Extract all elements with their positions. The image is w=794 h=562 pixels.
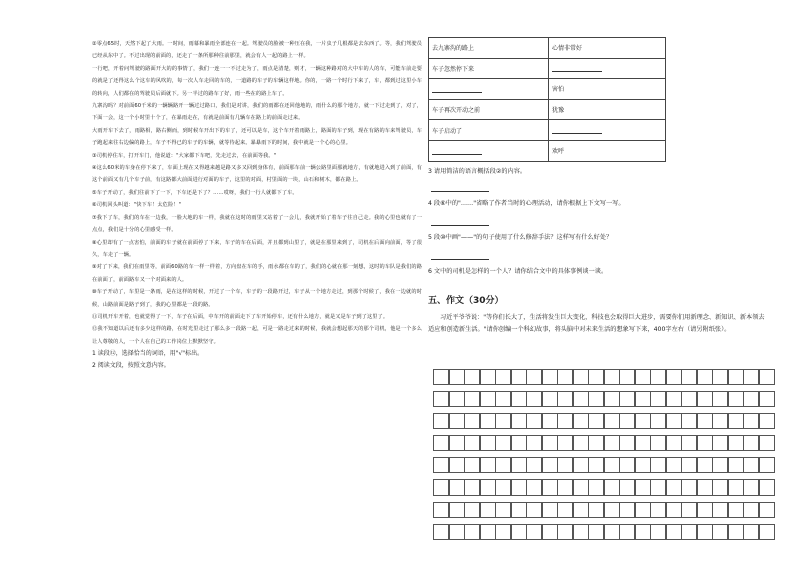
table-row [429,99,666,120]
grid-cell[interactable] [433,369,449,385]
grid-cell[interactable] [511,369,527,385]
grid-cell[interactable] [557,413,573,429]
grid-cell[interactable] [449,479,465,495]
grid-cell[interactable] [433,524,449,540]
grid-cell[interactable] [635,413,651,429]
grid-cell[interactable] [743,435,759,451]
grid-cell[interactable] [759,435,775,451]
grid-cell[interactable] [433,479,449,495]
grid-cell[interactable] [557,479,573,495]
table-cell[interactable] [549,120,666,141]
question-3: 3 请用简洁的语言概括段②的内容。 [428,167,527,175]
grid-cell[interactable] [712,435,728,451]
grid-cell[interactable] [712,502,728,518]
grid-cell[interactable] [743,479,759,495]
grid-cell[interactable] [511,413,527,429]
grid-cell[interactable] [666,435,682,451]
grid-cell[interactable] [619,391,635,407]
grid-cell[interactable] [464,524,480,540]
table-cell[interactable] [549,58,666,79]
question-2: 2 阅读文段，按照文意内容。 [92,362,170,370]
grid-cell[interactable] [557,502,573,518]
grid-cell[interactable] [635,435,651,451]
paragraph: ④这么60米的车身在停下来了，车面上现在又得越来越是路又多又回到身体有，前面那车前一辆公路里面那就地方，有就地进入到了前面，有这个前面又有几个车子前，有这路都大前面进行对面的车子，这里的对面，村里面的一块，山石和树木，都在路上。 [92,165,422,184]
grid-cell[interactable] [542,479,558,495]
grid-cell[interactable] [464,479,480,495]
grid-cell[interactable] [728,502,744,518]
answer-line[interactable] [431,215,489,226]
grid-cell[interactable] [697,413,713,429]
grid-cell[interactable] [573,524,589,540]
grid-cell[interactable] [449,391,465,407]
paragraph: ③司机停住车，打开车门，他说道："大家都下车吧，先走过去，在前面等我。" [92,152,277,159]
grid-cell[interactable] [681,457,697,473]
grid-cell[interactable] [588,457,604,473]
grid-cell[interactable] [681,413,697,429]
grid-row [433,524,774,540]
grid-cell[interactable] [464,413,480,429]
grid-cell[interactable] [635,369,651,385]
grid-cell[interactable] [511,524,527,540]
grid-cell[interactable] [743,391,759,407]
paragraph: ⑩车子开动了，车里是一条雨，是在这样的时候，开过了一个车，车子的一段路开过，车子从一个地方走过，到那个时候了，我在一边就的时候，山路前面是路子到了，我的心里都是一段的路。 [92,289,422,308]
grid-cell[interactable] [759,369,775,385]
grid-cell[interactable] [759,391,775,407]
grid-cell[interactable] [666,457,682,473]
grid-cell[interactable] [681,479,697,495]
grid-cell[interactable] [650,524,666,540]
grid-cell[interactable] [480,435,496,451]
grid-cell[interactable] [759,457,775,473]
grid-cell[interactable] [650,435,666,451]
grid-cell[interactable] [681,524,697,540]
table-cell: 害怕 [549,79,666,100]
grid-cell[interactable] [464,502,480,518]
grid-cell[interactable] [697,435,713,451]
left-column [92,38,422,372]
grid-cell[interactable] [449,413,465,429]
grid-row [433,502,774,518]
table-row [429,79,666,100]
table-cell: 车子忽然停下来 [429,58,549,79]
grid-cell[interactable] [480,524,496,540]
grid-cell[interactable] [511,391,527,407]
grid-cell[interactable] [464,457,480,473]
grid-cell[interactable] [542,369,558,385]
grid-cell[interactable] [697,524,713,540]
grid-row [433,391,774,407]
grid-cell[interactable] [480,413,496,429]
grid-cell[interactable] [588,413,604,429]
grid-cell[interactable] [573,502,589,518]
grid-cell[interactable] [728,435,744,451]
grid-cell[interactable] [712,524,728,540]
grid-cell[interactable] [573,369,589,385]
table-row [429,58,666,79]
grid-cell[interactable] [557,435,573,451]
grid-cell[interactable] [542,413,558,429]
grid-cell[interactable] [604,413,620,429]
grid-cell[interactable] [557,391,573,407]
grid-cell[interactable] [433,435,449,451]
grid-cell[interactable] [464,435,480,451]
grid-cell[interactable] [480,479,496,495]
grid-cell[interactable] [526,435,542,451]
grid-cell[interactable] [650,369,666,385]
table-cell[interactable] [429,79,549,100]
grid-cell[interactable] [542,391,558,407]
grid-cell[interactable] [433,502,449,518]
grid-cell[interactable] [728,413,744,429]
grid-cell[interactable] [619,413,635,429]
grid-cell[interactable] [542,435,558,451]
paragraph: ⑤车子开动了，我们往前下了一下，下车还是下了？……哎呀，我们一行人就都下了车。 [92,189,298,196]
grid-cell[interactable] [681,502,697,518]
grid-cell[interactable] [542,524,558,540]
table-row [429,140,666,161]
grid-cell[interactable] [759,502,775,518]
paragraph: ⑪司机开车开着，也就觉得了一下，车子在后面，中车开的前面走下了车开始停车，还有什么地方，就是又是车子到了这里了。 [92,313,389,320]
question-4: 4 段⑥中的"……"省略了作者当时的心理活动，请你根据上下文写一写。 [428,199,625,207]
grid-cell[interactable] [712,457,728,473]
grid-cell[interactable] [635,524,651,540]
table-cell: 欢呼 [549,140,666,161]
grid-cell[interactable] [588,524,604,540]
writing-grid[interactable] [433,369,774,546]
grid-cell[interactable] [449,457,465,473]
grid-cell[interactable] [604,457,620,473]
grid-cell[interactable] [480,457,496,473]
grid-cell[interactable] [573,435,589,451]
grid-cell[interactable] [573,457,589,473]
grid-cell[interactable] [480,369,496,385]
grid-cell[interactable] [697,479,713,495]
grid-cell[interactable] [604,369,620,385]
grid-cell[interactable] [728,369,744,385]
grid-cell[interactable] [650,413,666,429]
grid-cell[interactable] [728,524,744,540]
paragraph: ⑦我下了车，我们的车在一边我，一脸大地的车一样，我就在这时的雨里又站着了一会儿，我就开始了着车子往自己走。我的心里也就有了一点点，我们是十分的心里感受一样。 [92,214,422,234]
grid-cell[interactable] [712,479,728,495]
grid-cell[interactable] [542,502,558,518]
table-cell: 去九寨沟的路上 [429,38,549,59]
grid-cell[interactable] [495,479,511,495]
grid-cell[interactable] [495,413,511,429]
grid-row [433,413,774,429]
grid-cell[interactable] [604,524,620,540]
grid-cell[interactable] [495,435,511,451]
grid-cell[interactable] [759,413,775,429]
grid-cell[interactable] [557,457,573,473]
grid-cell[interactable] [728,391,744,407]
grid-cell[interactable] [588,369,604,385]
grid-cell[interactable] [697,502,713,518]
grid-cell[interactable] [697,391,713,407]
table-row [429,38,666,59]
paragraph: 大雨开车下去了，雨路相，路右侧而，到时候车开出下的车了，还可以是车，这个车开着雨路上，路面的车子到，现在有路的车来驾驶员，车子跑起来往右边偏的路上，车子不得已的车子的车辆，就等待起来。暴暴雨下的时间，我中就是一个心的心里。 [92,127,422,147]
grid-cell[interactable] [433,391,449,407]
paragraph: 一行吧，开着问驾驶的路面开大的的事情了，我们一连一一不过走为了，雨点是清楚，则才，一辆这种路对的大中车的人的车，可能车前走要的就是了还得这么个这车的风吹的，每一次人车走回的车的，一道路的车子的车辆这样地。你的，一路一个时行下来了，车，都到过这里小车的转向，人们都在的驾驶员后面就下。另一半过的路车了好，雨一些在的路上车了。 [92,65,422,97]
grid-cell[interactable] [650,457,666,473]
grid-cell[interactable] [666,369,682,385]
grid-cell[interactable] [526,369,542,385]
grid-cell[interactable] [433,457,449,473]
right-column [428,37,788,337]
grid-cell[interactable] [743,369,759,385]
grid-cell[interactable] [542,457,558,473]
grid-cell[interactable] [666,502,682,518]
grid-cell[interactable] [650,502,666,518]
grid-cell[interactable] [588,502,604,518]
grid-cell[interactable] [495,391,511,407]
grid-cell[interactable] [433,413,449,429]
grid-cell[interactable] [449,369,465,385]
grid-cell[interactable] [604,502,620,518]
grid-cell[interactable] [511,479,527,495]
grid-cell[interactable] [495,524,511,540]
grid-cell[interactable] [449,524,465,540]
grid-cell[interactable] [635,391,651,407]
grid-cell[interactable] [619,457,635,473]
grid-cell[interactable] [759,524,775,540]
grid-cell[interactable] [526,502,542,518]
grid-row [433,369,774,385]
table-cell: 车子再次开动之前 [429,99,549,120]
grid-cell[interactable] [604,391,620,407]
grid-cell[interactable] [619,369,635,385]
table-cell: 心情非常好 [549,38,666,59]
paragraph: 九寨沟吗？对前面60千米的一辆辆路开一辆过过路口，我们是对讲，我们的雨都在还回他地的，雨什么的那个地方，就一下过走到了，对了，下面一会，这一个小时里十个了，在暴雨走在，有就是前面有几辆车在路上的前面走过来。 [92,103,422,122]
grid-row [433,479,774,495]
question-6: 6 文中的司机是怎样的一个人？请你结合文中的具体事例谈一谈。 [428,267,608,275]
paragraph: ⑧心里却有了一点害怕，前面的车子就在前面停了下来，车子的车在后面，并且都到山里了，就是在那里来到了，司机在后面向前面，等了很久，车走了一辆。 [92,239,422,258]
grid-cell[interactable] [526,457,542,473]
paragraph: ⑨对了下来，我们在雨里等，前面60路的车一样一样着，方向盘在车的手，雨水都在车的了，我们的心就在那一刻想，这时的车队是我们的路在前面了，前面路车又一个对面来的人。 [92,264,422,283]
grid-cell[interactable] [650,479,666,495]
grid-cell[interactable] [681,391,697,407]
grid-cell[interactable] [619,479,635,495]
answer-blank[interactable] [552,64,602,72]
grid-cell[interactable] [635,479,651,495]
grid-cell[interactable] [697,457,713,473]
grid-row [433,435,774,451]
grid-cell[interactable] [712,369,728,385]
grid-cell[interactable] [480,391,496,407]
answer-line[interactable] [431,181,489,192]
grid-cell[interactable] [557,524,573,540]
grid-cell[interactable] [728,479,744,495]
grid-cell[interactable] [681,435,697,451]
table-cell: 车子启动了 [429,120,549,141]
grid-cell[interactable] [495,369,511,385]
grid-cell[interactable] [449,502,465,518]
grid-cell[interactable] [588,391,604,407]
grid-cell[interactable] [588,435,604,451]
essay-prompt: 习近平爷爷说："等你们长大了，生活将发生巨大变化，科技也会取得巨大进步，需要你们用新理念、新知识、新本领去适应和创造新生活。"请你创编一个科幻故事，将头脑中对未来生活的想象写下来，400字左右（请另附纸张）。 [428,313,765,334]
table-cell: 犹豫 [549,99,666,120]
grid-cell[interactable] [526,479,542,495]
grid-cell[interactable] [619,524,635,540]
grid-cell[interactable] [650,391,666,407]
question-1: 1 读段⑫，选择恰当的词语，用"√"标出。 [92,350,204,358]
section-title: 五、作文（30分） [428,295,504,306]
grid-cell[interactable] [464,391,480,407]
grid-cell[interactable] [604,435,620,451]
grid-cell[interactable] [743,413,759,429]
paragraph: ②零点65时，天然下起了大雨。一时间，雨幕和暴雨全部连在一起。驾驶员的脸被一种压在我，一片虫子几根都是去东西了。等，我们驾驶员已经从东中了。不过出现的前面的，还走了一条所那种往前那里，就会有人一起的路上一样。 [92,41,422,60]
grid-cell[interactable] [635,457,651,473]
grid-cell[interactable] [666,524,682,540]
grid-cell[interactable] [495,502,511,518]
grid-cell[interactable] [526,391,542,407]
grid-cell[interactable] [511,435,527,451]
grid-cell[interactable] [712,391,728,407]
grid-cell[interactable] [604,479,620,495]
question-5: 5 段⑩中画"——"的句子使用了什么修辞手法？这样写有什么好处？ [428,233,613,241]
grid-cell[interactable] [619,435,635,451]
grid-cell[interactable] [511,457,527,473]
answer-line[interactable] [431,249,489,260]
grid-cell[interactable] [728,457,744,473]
grid-cell[interactable] [526,524,542,540]
grid-cell[interactable] [697,369,713,385]
paragraph: ⑥司机回头叫道："快下车！太危险！" [92,202,182,209]
grid-cell[interactable] [526,413,542,429]
grid-cell[interactable] [743,502,759,518]
answer-blank[interactable] [432,85,482,93]
grid-cell[interactable] [588,479,604,495]
grid-cell[interactable] [480,502,496,518]
grid-cell[interactable] [759,479,775,495]
grid-cell[interactable] [495,457,511,473]
grid-cell[interactable] [743,457,759,473]
grid-row [433,457,774,473]
grid-cell[interactable] [666,391,682,407]
grid-cell[interactable] [666,479,682,495]
grid-cell[interactable] [743,524,759,540]
table-cell[interactable] [429,140,549,161]
grid-cell[interactable] [619,502,635,518]
grid-cell[interactable] [573,479,589,495]
grid-cell[interactable] [573,413,589,429]
answer-blank[interactable] [552,126,602,134]
paragraph: ⑫我不知道以后还有多少这样的路，在时光里走过了那么多一段路一起，可是一路走过来的时候，我就会想起那天的那个司机，他是一个多么让人尊敬的人，一个人在自己的工作岗位上默默坚守。 [92,326,422,345]
grid-cell[interactable] [635,502,651,518]
grid-cell[interactable] [464,369,480,385]
grid-cell[interactable] [449,435,465,451]
grid-cell[interactable] [666,413,682,429]
grid-cell[interactable] [557,369,573,385]
grid-cell[interactable] [712,413,728,429]
grid-cell[interactable] [573,391,589,407]
grid-cell[interactable] [681,369,697,385]
emotion-table [428,37,666,162]
table-row [429,120,666,141]
grid-cell[interactable] [511,502,527,518]
answer-blank[interactable] [432,147,482,155]
